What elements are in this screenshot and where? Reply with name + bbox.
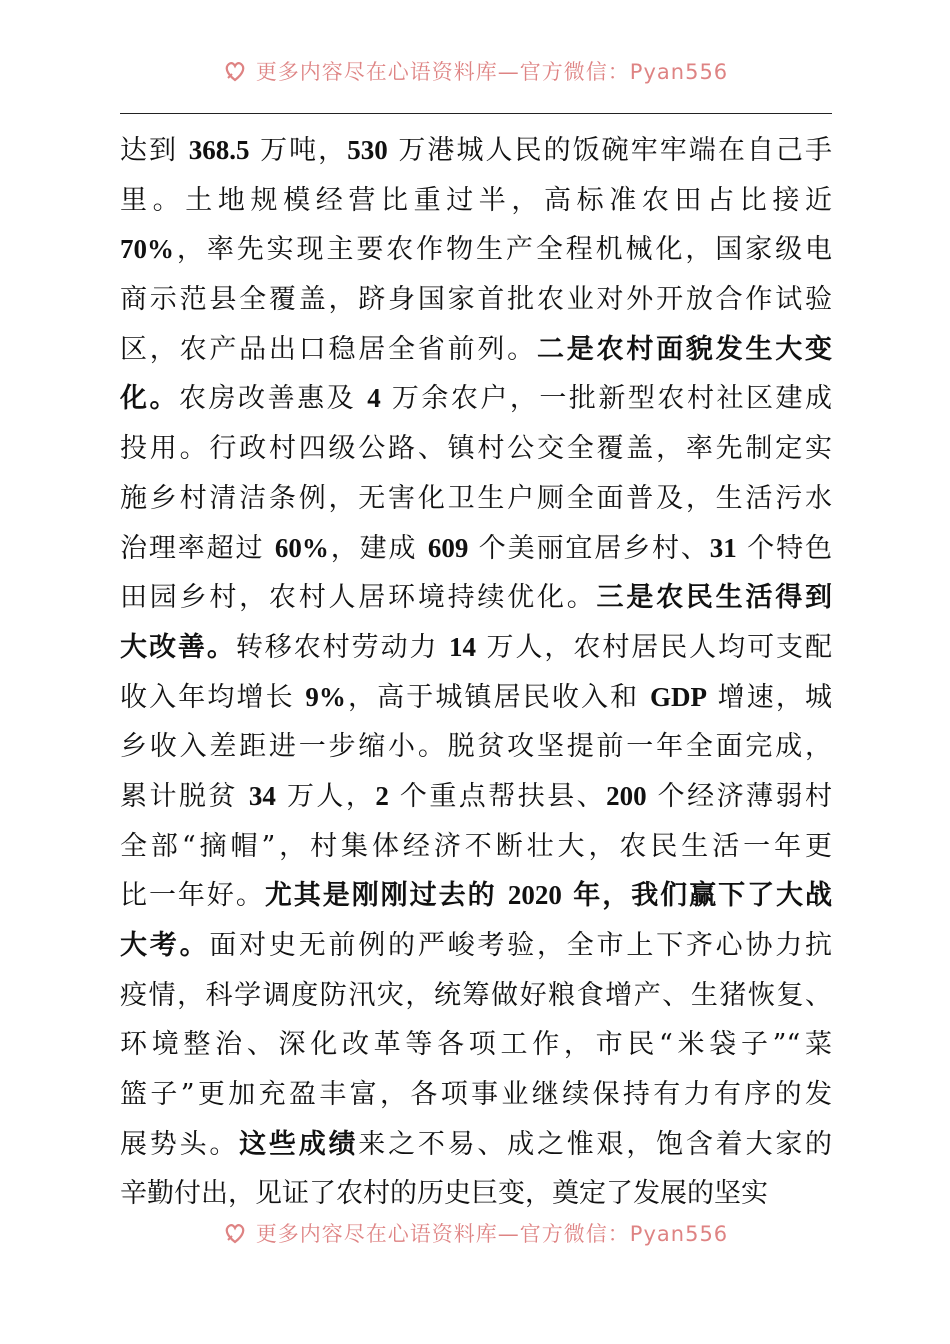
footer-banner-text: 更多内容尽在心语资料库—官方微信：Pyan556: [255, 1222, 729, 1246]
text-line: [120, 623, 832, 673]
text-segment: ，建成: [328, 532, 428, 564]
text-line: [120, 1070, 832, 1120]
bold-text-segment: 大考。: [120, 930, 210, 961]
text-line: [120, 673, 832, 723]
text-line: [120, 871, 832, 921]
text-segment: 个美丽宜居乡村、: [468, 532, 710, 564]
text-line: [120, 374, 832, 424]
text-line: [120, 822, 832, 872]
bold-text-segment: 年，我们赢下了大战: [561, 880, 832, 912]
bold-text-segment: 三是农民生活得到: [596, 582, 832, 614]
text-line: [120, 474, 832, 524]
text-line: [120, 1169, 832, 1219]
number-segment: 14: [449, 631, 476, 662]
bold-text-segment: 二是农村面貌发生大变: [536, 333, 832, 365]
text-line: [120, 275, 832, 325]
text-segment: 个重点帮扶县、: [388, 780, 607, 812]
text-segment: 万余农户，一批新型农村社区建成: [380, 383, 832, 415]
number-segment: 368.5: [188, 135, 250, 165]
footer-banner: [222, 1218, 728, 1248]
number-segment: 200: [606, 780, 647, 811]
number-segment: 34: [248, 780, 276, 811]
text-segment: 达到: [120, 135, 189, 166]
text-segment: 转移农村劳动力: [235, 631, 449, 663]
header-divider: [120, 113, 832, 114]
text-segment: 投用。行政村四级公路、镇村公交全覆盖，率先制定实: [120, 433, 832, 465]
text-segment: 治理率超过: [120, 532, 275, 564]
text-segment: 来之不易、成之惟艰，饱含着大家的: [358, 1128, 832, 1160]
text-segment: 全部“摘帽”，村集体经济不断壮大，农民生活一年更: [120, 830, 832, 862]
text-line: [120, 971, 832, 1021]
number-segment: 9%: [305, 681, 346, 712]
bold-text-segment: 大改善。: [120, 631, 236, 663]
text-segment: 累计脱贫: [120, 780, 249, 812]
page-header-watermark: [0, 56, 950, 92]
number-segment: 609: [427, 532, 469, 563]
number-segment: 530: [347, 135, 388, 165]
text-line: [120, 225, 832, 275]
text-segment: 万人，: [275, 780, 376, 812]
text-segment: 乡收入差距进一步缩小。脱贫攻坚提前一年全面完成，: [120, 731, 832, 763]
text-segment: 个特色: [736, 532, 832, 564]
bold-text-segment: 这些成绩: [239, 1128, 359, 1160]
text-line: [120, 1020, 832, 1070]
bold-text-segment: 尤其是刚刚过去的: [264, 880, 508, 912]
text-line: [120, 722, 832, 772]
text-line: [120, 772, 832, 822]
text-segment: 万人，农村居民人均可支配: [476, 631, 832, 663]
text-line: [120, 573, 832, 623]
number-segment: GDP: [649, 681, 707, 712]
text-segment: 里。土地规模经营比重过半，高标准农田占比接近: [120, 184, 832, 216]
text-segment: 田园乡村，农村人居环境持续优化。: [120, 582, 597, 614]
text-segment: 增速，城: [706, 681, 832, 713]
text-segment: ，率先实现主要农作物生产全程机械化，国家级电: [174, 234, 832, 266]
text-segment: 万吨，: [249, 135, 348, 166]
number-segment: 70%: [120, 234, 174, 265]
text-line: [120, 1120, 832, 1170]
heart-logo-icon: [222, 58, 248, 84]
text-segment: 比一年好。: [120, 880, 265, 912]
page-footer-watermark: [0, 1218, 950, 1254]
number-segment: 4: [367, 383, 381, 414]
bold-text-segment: 化。: [120, 383, 180, 415]
text-segment: 商示范县全覆盖，跻身国家首批农业对外开放合作试验: [120, 284, 832, 316]
heart-logo-icon: [222, 1220, 248, 1246]
text-segment: ，高于城镇居民收入和: [345, 681, 650, 713]
text-line: [120, 524, 832, 574]
text-segment: 篮子”更加充盈丰富，各项事业继续保持有力有序的发: [120, 1079, 832, 1111]
text-line: [120, 921, 832, 971]
header-banner-text: 更多内容尽在心语资料库—官方微信：Pyan556: [255, 60, 729, 84]
text-segment: 施乡村清洁条例，无害化卫生户厕全面普及，生活污水: [120, 482, 832, 514]
text-segment: 面对史无前例的严峻考验，全市上下齐心协力抗: [209, 930, 832, 961]
text-segment: 收入年均增长: [120, 681, 306, 713]
number-segment: 2: [375, 780, 389, 811]
text-segment: 展势头。: [120, 1128, 240, 1160]
document-body: [120, 126, 832, 1219]
text-segment: 区，农产品出口稳居全省前列。: [120, 333, 537, 365]
text-segment: 农房改善惠及: [179, 383, 368, 415]
number-segment: 2020: [507, 880, 562, 911]
text-segment: 个经济薄弱村: [646, 780, 832, 812]
text-line: [120, 176, 832, 226]
text-segment: 辛勤付出，见证了农村的历史巨变，奠定了发展的坚实: [120, 1178, 768, 1210]
text-line: [120, 424, 832, 474]
text-line: [120, 325, 832, 375]
header-banner: [222, 56, 728, 86]
text-segment: 疫情，科学调度防汛灾，统筹做好粮食增产、生猪恢复、: [120, 979, 832, 1011]
number-segment: 31: [709, 532, 737, 563]
number-segment: 60%: [274, 532, 329, 563]
text-line: [120, 126, 832, 176]
text-segment: 万港城人民的饭碗牢牢端在自己手: [387, 135, 832, 166]
text-segment: 环境整治、深化改革等各项工作，市民“米袋子”“菜: [120, 1029, 832, 1061]
